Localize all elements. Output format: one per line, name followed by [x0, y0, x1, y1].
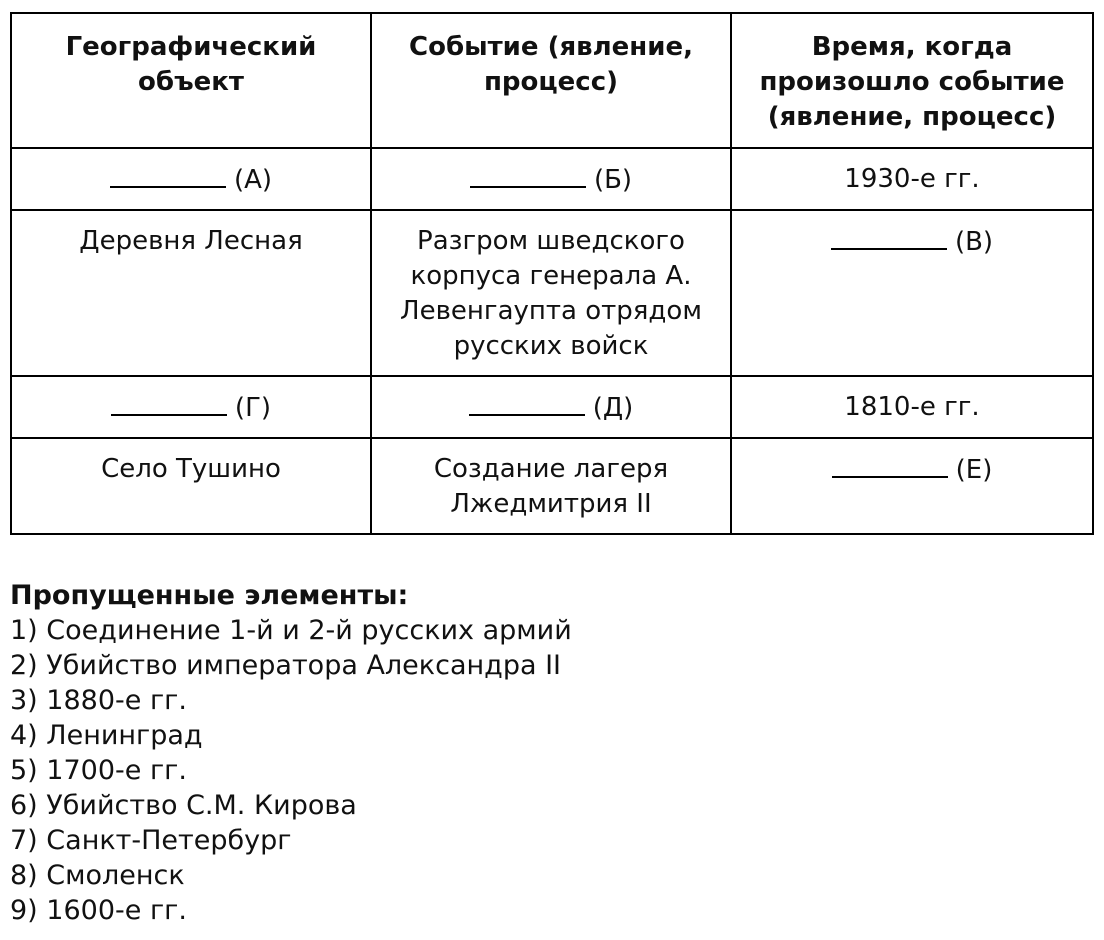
table-header-row: [11, 13, 1093, 148]
answer-blank: [111, 390, 227, 416]
answer-blank: [831, 224, 947, 250]
missing-element-item: 8) Смоленск: [10, 860, 185, 891]
missing-element-item: 4) Ленинград: [10, 720, 203, 751]
cell-text: Деревня Лесная: [79, 226, 303, 256]
table-cell: [731, 148, 1093, 210]
table-cell: [371, 148, 731, 210]
table-cell: [731, 210, 1093, 376]
answer-blank: [470, 162, 586, 188]
cell-text: Разгром шведского корпуса генерала А. Левенгаупта отрядом русских войск: [400, 226, 702, 361]
missing-element-item: 7) Санкт-Петербург: [10, 825, 292, 856]
cell-text: Село Тушино: [101, 454, 281, 484]
table-row: [11, 148, 1093, 210]
missing-element-item: 6) Убийство С.М. Кирова: [10, 790, 357, 821]
blank-label: (В): [954, 227, 994, 257]
missing-element-item: 9) 1600-е гг.: [10, 895, 187, 926]
table-cell: [371, 376, 731, 438]
missing-elements-section: [10, 578, 1090, 928]
table-cell: [731, 438, 1093, 534]
answer-blank: [832, 452, 948, 478]
header-event: Событие (явление, процесс): [371, 13, 731, 148]
blank-label: (А): [233, 165, 273, 195]
cell-text: 1810-е гг.: [844, 392, 980, 422]
table-cell: [11, 376, 371, 438]
blank-label: (Г): [234, 393, 272, 423]
table-cell: [731, 376, 1093, 438]
cell-text: 1930-е гг.: [844, 164, 980, 194]
missing-element-item: 5) 1700-е гг.: [10, 755, 187, 786]
table-body: [11, 148, 1093, 534]
table-row: [11, 210, 1093, 376]
missing-element-item: 1) Соединение 1-й и 2-й русских армий: [10, 615, 572, 646]
table-cell: [11, 148, 371, 210]
blank-label: (Б): [593, 165, 633, 195]
table-cell: [11, 438, 371, 534]
missing-element-item: 2) Убийство императора Александра II: [10, 650, 562, 681]
cell-text: Создание лагеря Лжедмитрия II: [433, 454, 669, 519]
missing-elements-title: Пропущенные элементы:: [10, 580, 409, 611]
blank-label: (Д): [592, 393, 634, 423]
answer-blank: [110, 162, 226, 188]
blank-label: (Е): [955, 455, 993, 485]
header-geo-object: Географический объект: [11, 13, 371, 148]
table-row: [11, 438, 1093, 534]
missing-element-item: 3) 1880-е гг.: [10, 685, 187, 716]
tasks-table: [10, 12, 1094, 535]
table-cell: [371, 210, 731, 376]
table-cell: [11, 210, 371, 376]
answer-blank: [469, 390, 585, 416]
header-time: Время, когда произошло событие (явление, процесс): [731, 13, 1093, 148]
table-row: [11, 376, 1093, 438]
table-cell: [371, 438, 731, 534]
missing-elements-list: [10, 613, 1090, 928]
